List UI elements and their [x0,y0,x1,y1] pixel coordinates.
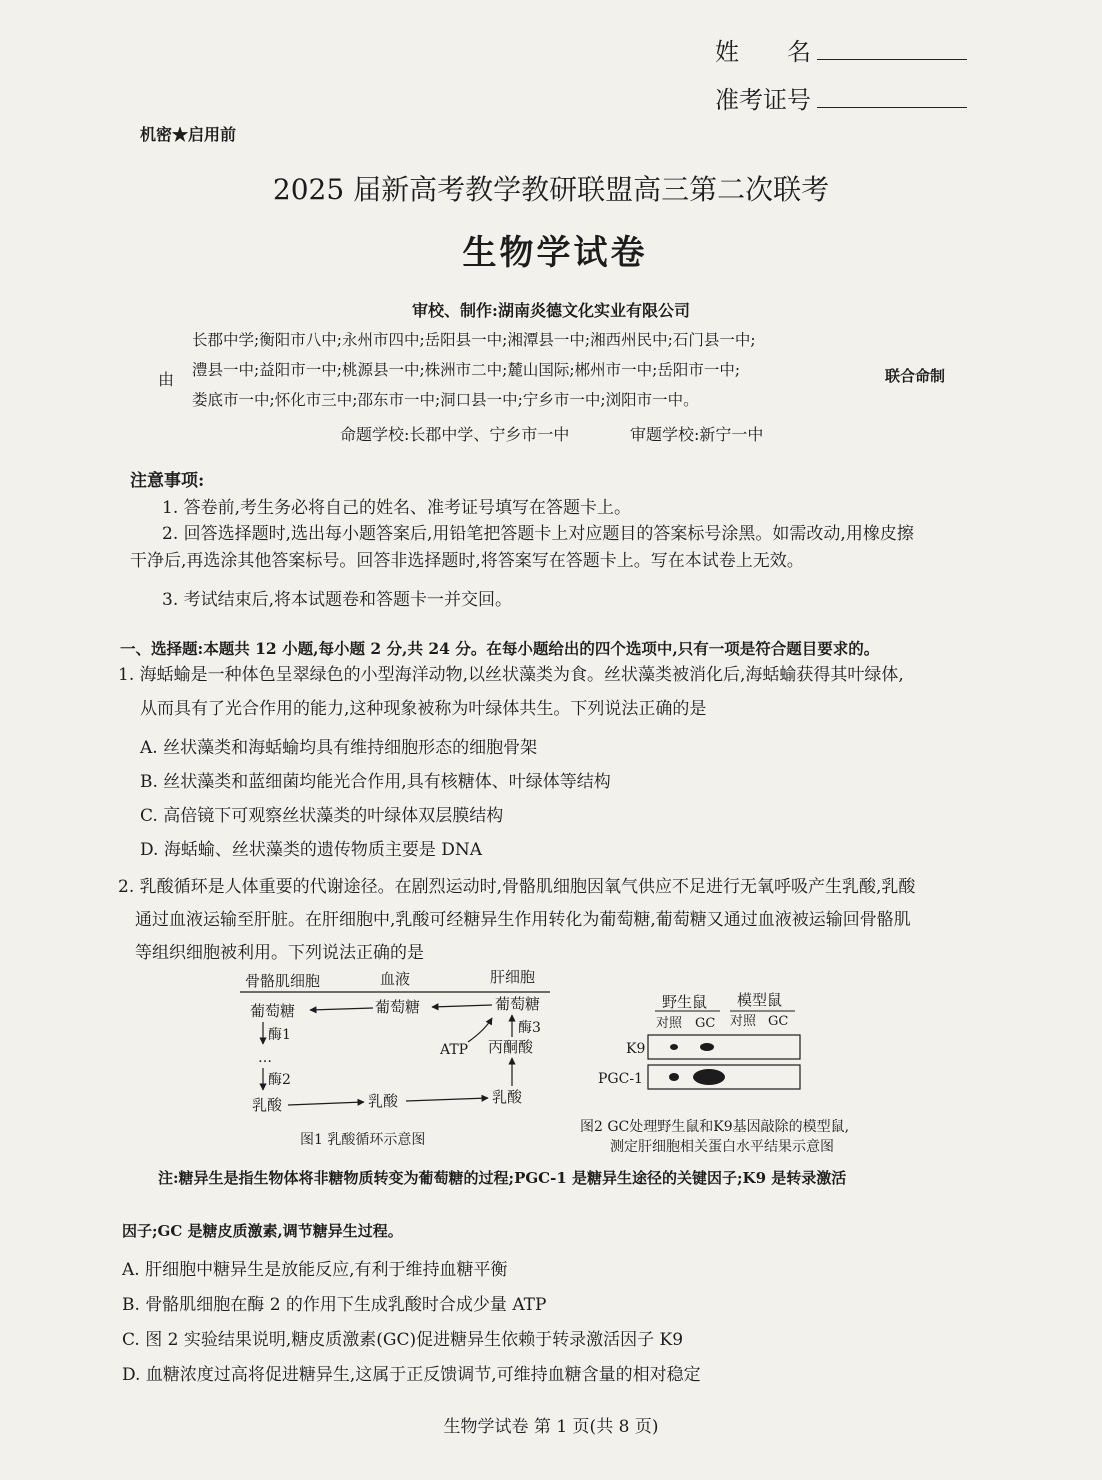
by-label: 由 [158,370,175,389]
proposer-schools: 命题学校:长郡中学、宁乡市一中 [340,425,570,444]
fig1-enzyme1: 酶1 [268,1027,291,1043]
id-field[interactable] [715,80,967,115]
q2-note-2: 因子;GC 是糖皮质激素,调节糖异生过程。 [122,1222,403,1240]
fig2-k9-band-gc [700,1043,714,1051]
fig1-pyruvate: 丙酮酸 [488,1038,534,1056]
q1-option-c: C. 高倍镜下可观察丝状藻类的叶绿体双层膜结构 [140,806,504,826]
fig1-glucose-blood: 葡萄糖 [375,998,421,1016]
figure-2-western-blot [570,985,890,1165]
notice-2: 2. 回答选择题时,选出每小题答案后,用铅笔把答题卡上对应题目的答案标号涂黑。如需改动,用橡皮擦 [162,524,914,544]
fig1-lactate-blood: 乳酸 [368,1092,399,1110]
notice-title: 注意事项: [130,471,205,491]
fig2-group-wild: 野生鼠 [662,993,708,1011]
notice-1: 1. 答卷前,考生务必将自己的姓名、准考证号填写在答题卡上。 [162,498,632,518]
fig1-caption: 图1 乳酸循环示意图 [300,1132,426,1148]
q2-option-d: D. 血糖浓度过高将促进糖异生,这属于正反馈调节,可维持血糖含量的相对稳定 [122,1365,701,1385]
name-label: 姓 名 [715,38,811,66]
fig1-enzyme3: 酶3 [518,1020,541,1036]
secret-label: 机密★启用前 [140,125,237,144]
fig2-lane-gc-2: GC [768,1014,789,1029]
fig1-col-muscle: 骨骼肌细胞 [245,972,321,990]
q2-note-1: 注:糖异生是指生物体将非糖物质转变为葡萄糖的过程;PGC-1 是糖异生途径的关键因子;K9 是转录激活 [158,1169,847,1187]
exam-title: 2025 届新高考教学教研联盟高三第二次联考 [272,173,830,206]
fig2-pgc1-band-gc-wild [693,1069,725,1085]
q2-stem-1: 2. 乳酸循环是人体重要的代谢途径。在剧烈运动时,骨骼肌细胞因氧气供应不足进行无氧呼吸产生乳酸,乳酸 [118,877,916,897]
fig1-lactate-liver: 乳酸 [492,1088,523,1106]
q1-stem-2: 从而具有了光合作用的能力,这种现象被称为叶绿体共生。下列说法正确的是 [140,699,707,719]
fig1-arrow-blood-to-muscle [310,1008,373,1010]
fig2-lane-control-2: 对照 [730,1014,757,1029]
fig2-group-model: 模型鼠 [737,991,783,1009]
school-line-2: 澧县一中;益阳市一中;桃源县一中;株洲市二中;麓山国际;郴州市一中;岳阳市一中; [192,361,741,379]
reviewer-schools: 审题学校:新宁一中 [630,425,764,444]
fig1-atp: ATP [440,1042,469,1058]
joint-label: 联合命制 [885,367,946,385]
q1-option-d: D. 海蛞蝓、丝状藻类的遗传物质主要是 DNA [140,840,483,860]
fig1-enzyme2: 酶2 [268,1072,291,1088]
fig2-caption-2: 测定肝细胞相关蛋白水平结果示意图 [610,1139,834,1155]
q2-stem-3: 等组织细胞被利用。下列说法正确的是 [135,943,424,963]
q1-option-b: B. 丝状藻类和蓝细菌均能光合作用,具有核糖体、叶绿体等结构 [140,772,611,792]
producer: 审校、制作:湖南炎德文化实业有限公司 [412,301,690,320]
fig2-lane-gc-1: GC [695,1016,716,1031]
q1-option-a: A. 丝状藻类和海蛞蝓均具有维持细胞形态的细胞骨架 [140,738,538,758]
fig1-col-liver: 肝细胞 [490,968,536,986]
fig2-row-pgc1: PGC-1 [598,1071,643,1087]
fig1-arrow-liver-to-blood [432,1005,492,1007]
q2-option-c: C. 图 2 实验结果说明,糖皮质激素(GC)促进糖异生依赖于转录激活因子 K9 [122,1330,684,1350]
page-footer: 生物学试卷 第 1 页(共 8 页) [443,1417,659,1437]
fig2-caption-1: 图2 GC处理野生鼠和K9基因敲除的模型鼠, [580,1119,850,1135]
notice-2-cont: 干净后,再选涂其他答案标号。回答非选择题时,将答案写在答题卡上。写在本试卷上无效。 [130,551,804,571]
q2-option-a: A. 肝细胞中糖异生是放能反应,有利于维持血糖平衡 [122,1260,508,1280]
q2-option-b: B. 骨骼肌细胞在酶 2 的作用下生成乳酸时合成少量 ATP [122,1295,547,1315]
fig1-arrow-muscle-to-blood [288,1102,364,1105]
notice-3: 3. 考试结束后,将本试题卷和答题卡一并交回。 [162,590,513,610]
fig1-arrow-blood-to-liver [406,1098,488,1101]
fig2-k9-band-control [670,1044,678,1050]
fig1-lactate-muscle: 乳酸 [252,1096,283,1114]
section-1-heading: 一、选择题:本题共 12 小题,每小题 2 分,共 24 分。在每小题给出的四个选项中,只有一项是符合题目要求的。 [120,639,880,658]
name-blank [817,33,967,60]
fig2-row-k9: K9 [626,1041,646,1057]
subject-title: 生物学试卷 [462,233,648,273]
id-label: 准考证号 [715,86,811,114]
fig1-glucose-liver: 葡萄糖 [495,995,541,1013]
q1-stem-1: 1. 海蛞蝓是一种体色呈翠绿色的小型海洋动物,以丝状藻类为食。丝状藻类被消化后,海蛞蝓获得其叶绿体, [118,665,904,685]
fig1-col-blood: 血液 [380,970,411,988]
school-line-1: 长郡中学;衡阳市八中;永州市四中;岳阳县一中;湘潭县一中;湘西州民中;石门县一中; [192,331,756,349]
q2-stem-2: 通过血液运输至肝脏。在肝细胞中,乳酸可经糖异生作用转化为葡萄糖,葡萄糖又通过血液被运输回骨骼肌 [135,910,911,930]
fig1-glucose-muscle: 葡萄糖 [250,1002,296,1020]
fig2-pgc1-band-control-wild [669,1073,679,1081]
school-line-3: 娄底市一中;怀化市三中;邵东市一中;洞口县一中;宁乡市一中;浏阳市一中。 [192,391,699,409]
fig2-lane-control-1: 对照 [656,1016,683,1031]
id-blank [817,81,967,108]
figure-1-lactate-cycle [230,962,570,1162]
name-field[interactable] [715,32,967,67]
fig1-dots: … [258,1050,272,1066]
